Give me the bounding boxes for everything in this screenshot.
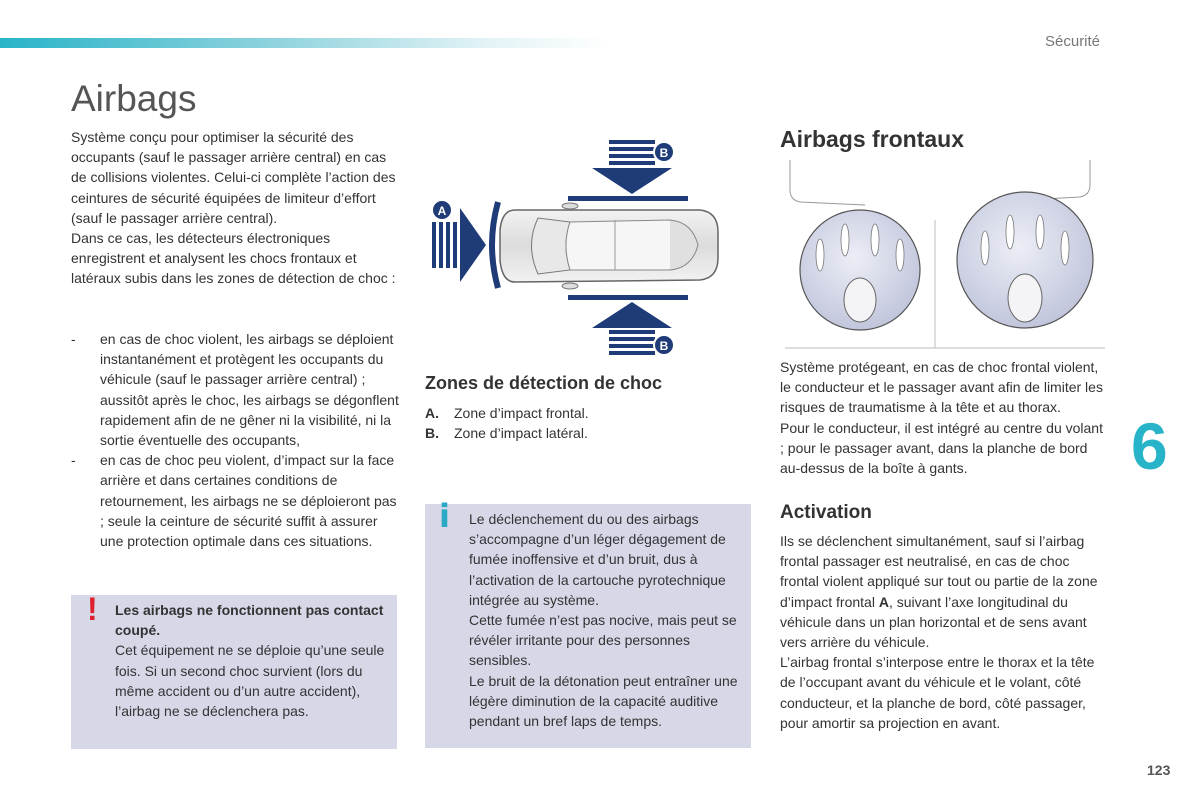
frontal-airbags-illustration bbox=[785, 160, 1105, 350]
page-title: Airbags bbox=[71, 78, 197, 119]
warning-title: Les airbags ne fonctionnent pas contact coupé. bbox=[115, 602, 384, 639]
impact-zones-diagram bbox=[420, 130, 740, 370]
header-accent-bar bbox=[0, 38, 610, 48]
bottom-impact-bar bbox=[568, 295, 688, 300]
warning-icon: ! bbox=[87, 591, 98, 627]
bullet-text: en cas de choc violent, les airbags se déploient instantanément et protègent les occupants du véhicule (sauf le passager arrière central) ; aussitôt après le choc, les airbags se dégonflent rapidement afin de ne gêner ni la visibilité, ni la sortie éventuelle des occupants, bbox=[100, 331, 399, 449]
zone-text: Zone d’impact frontal. bbox=[454, 405, 589, 421]
frontal-paragraph-2: Pour le conducteur, il est intégré au centre du volant ; pour le passager avant, dans la planche de bord au-dessus de la boîte à gants. bbox=[780, 419, 1103, 477]
info-box bbox=[425, 497, 751, 748]
warning-content bbox=[115, 600, 385, 721]
info-paragraph-2: Cette fumée n’est pas nocive, mais peut se révéler irritante pour des personnes sensibles. bbox=[469, 612, 737, 669]
label-b-bottom bbox=[654, 335, 674, 355]
bullet-marker: - bbox=[71, 452, 76, 469]
passenger-airbag bbox=[957, 192, 1093, 328]
chapter-number: 6 bbox=[1131, 409, 1168, 483]
zone-letter: B. bbox=[425, 425, 439, 442]
info-paragraph-3: Le bruit de la détonation peut entraîner une légère diminution de la capacité auditive pendant un bref laps de temps. bbox=[469, 672, 738, 730]
section-title: Sécurité bbox=[1045, 33, 1101, 50]
info-paragraph-1: Le déclenchement du ou des airbags s’accompagne d’un léger dégagement de fumée inoffensive et d’un bruit, dus à l’activation de la cartouche pyrotechnique intégrée au système. bbox=[469, 511, 726, 608]
warning-text: Cet équipement ne se déploie qu’une seule fois. Si un second choc survient (lors du même accident ou d’un autre accident), l’airbag ne se déclenchera pas. bbox=[115, 642, 385, 720]
activation-zone-letter: A bbox=[878, 593, 889, 610]
top-impact-bar bbox=[568, 196, 688, 201]
front-impact-bar bbox=[492, 202, 498, 288]
zone-letter: A. bbox=[425, 405, 439, 421]
list-item bbox=[425, 423, 589, 443]
intro-text bbox=[71, 127, 401, 289]
info-icon: i bbox=[439, 497, 450, 535]
frontal-heading: Airbags frontaux bbox=[780, 126, 965, 152]
bullet-list bbox=[71, 329, 401, 551]
list-item bbox=[71, 329, 401, 450]
list-item bbox=[71, 450, 401, 551]
label-b-top-text: B bbox=[659, 146, 669, 160]
zones-heading: Zones de détection de choc bbox=[425, 373, 663, 393]
activation-text bbox=[780, 531, 1110, 733]
label-a-text: A bbox=[437, 204, 447, 218]
list-item bbox=[425, 403, 589, 423]
activation-heading: Activation bbox=[780, 502, 872, 523]
zone-text: Zone d’impact latéral. bbox=[454, 425, 588, 442]
label-b-top bbox=[654, 142, 674, 162]
car-top-view bbox=[500, 203, 718, 289]
frontal-text bbox=[780, 357, 1110, 478]
page-number: 123 bbox=[1147, 762, 1171, 778]
bullet-text: en cas de choc peu violent, d’impact sur la face arrière et dans certaines conditions de retournement, les airbags ne se déploieront pas ; seule la ceinture de sécurité suffit à assurer une protection optimale dans ces situations. bbox=[100, 452, 397, 550]
info-content bbox=[469, 509, 739, 731]
activation-text-start: Ils se déclenchent simultanément, sauf si l’airbag frontal passager est neutralisé, en cas de choc frontal violent appliqué sur tout ou partie de la zone d’impact frontal bbox=[780, 533, 1098, 610]
driver-airbag bbox=[800, 210, 920, 330]
label-b-bottom-text: B bbox=[659, 339, 669, 353]
activation-paragraph-1 bbox=[780, 531, 1110, 652]
label-a bbox=[432, 200, 452, 220]
bullet-marker: - bbox=[71, 331, 76, 347]
intro-paragraph-1: Système conçu pour optimiser la sécurité des occupants (sauf le passager arrière central) en cas de collisions violentes. Celui-ci complète l’action des ceintures de sécurité équipées de limiteur d’effort (sauf le passager arrière central). bbox=[71, 129, 396, 226]
intro-paragraph-2: Dans ce cas, les détecteurs électroniques enregistrent et analysent les chocs frontaux et latéraux subis dans les zones de détection de choc : bbox=[71, 230, 396, 287]
warning-box bbox=[71, 591, 397, 749]
activation-paragraph-2: L’airbag frontal s’interpose entre le thorax et la tête de l’occupant avant du véhicule et le volant, côté conducteur, et la planche de bord, côté passager, pour amortir sa projection en avant. bbox=[780, 654, 1095, 731]
zones-list bbox=[425, 403, 589, 443]
activation-text-end: , suivant l’axe longitudinal du véhicule dans un plan horizontal et de sens avant vers arrière du véhicule. bbox=[780, 593, 1087, 651]
frontal-paragraph-1: Système protégeant, en cas de choc frontal violent, le conducteur et le passager avant afin de limiter les risques de traumatisme à la tête et au thorax. bbox=[780, 359, 1103, 416]
